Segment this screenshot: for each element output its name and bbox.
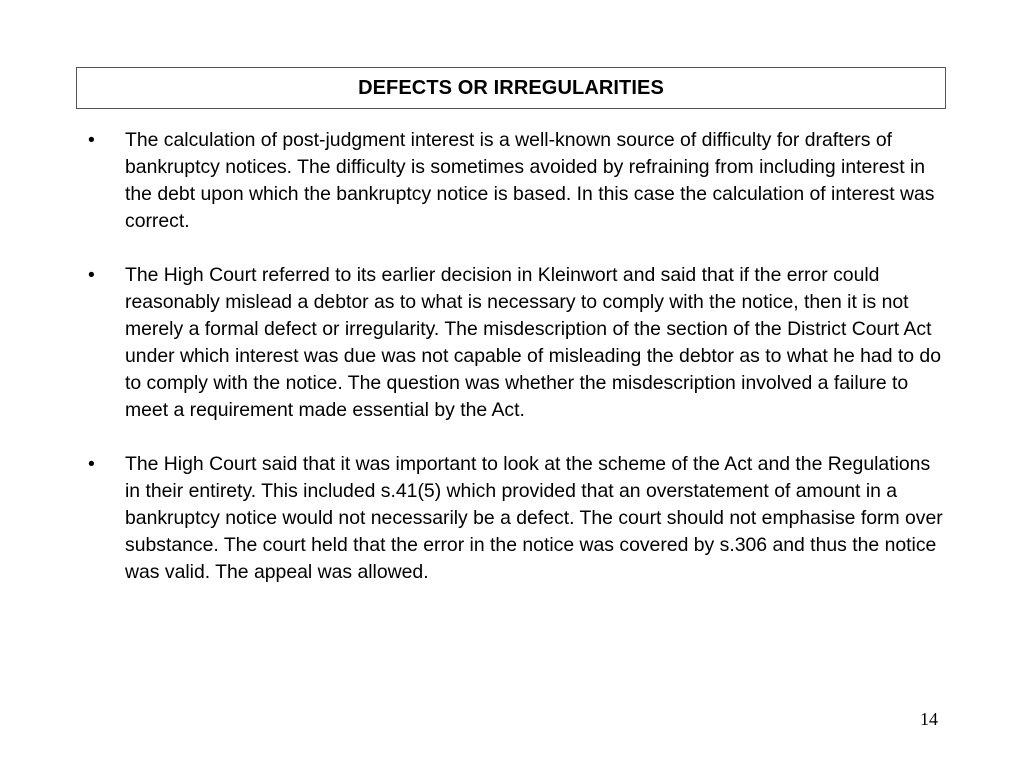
bullet-list [88, 127, 948, 613]
bullet-item-3 [88, 451, 948, 586]
bullet-text-1: The calculation of post-judgment interest is a well-known source of difficulty for drafters of bankruptcy notices. The difficulty is sometimes avoided by refraining from including interest in the debt upon which the bankruptcy notice is based. In this case the calculation of interest was correct. [125, 129, 935, 232]
slide-title-box [76, 67, 946, 109]
bullet-item-2 [88, 262, 948, 424]
bullet-icon: • [88, 129, 95, 151]
bullet-icon: • [88, 453, 95, 475]
bullet-text-3: The High Court said that it was important to look at the scheme of the Act and the Regulations in their entirety. This included s.41(5) which provided that an overstatement of amount in a bankruptcy notice would not necessarily be a defect. The court should not emphasise form over substance. The court held that the error in the notice was covered by s.306 and thus the notice was valid. The appeal was allowed. [125, 453, 943, 583]
bullet-text-2: The High Court referred to its earlier decision in Kleinwort and said that if the error could reasonably mislead a debtor as to what is necessary to comply with the notice, then it is not merely a formal defect or irregularity. The misdescription of the section of the District Court Act under which interest was due was not capable of misleading the debtor as to what he had to do to comply with the notice. The question was whether the misdescription involved a failure to meet a requirement made essential by the Act. [125, 264, 941, 421]
slide-title: DEFECTS OR IRREGULARITIES [358, 76, 664, 99]
bullet-icon: • [88, 264, 95, 286]
page-number: 14 [920, 709, 938, 729]
bullet-item-1 [88, 127, 948, 235]
